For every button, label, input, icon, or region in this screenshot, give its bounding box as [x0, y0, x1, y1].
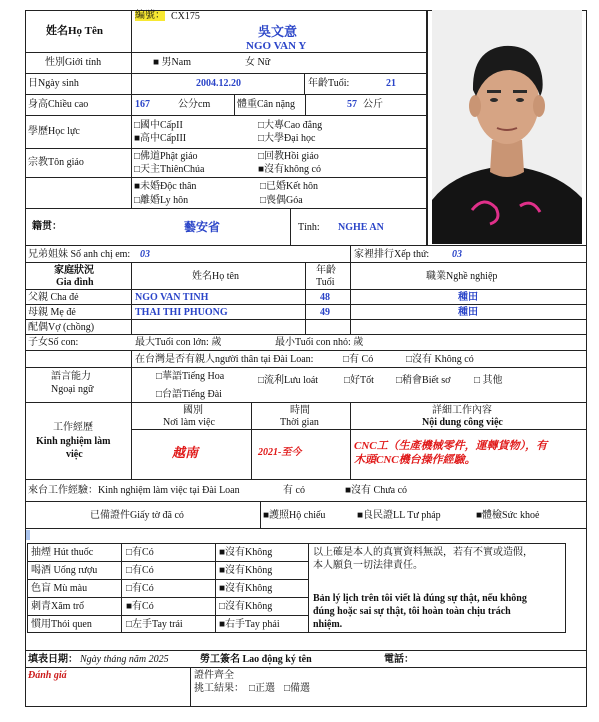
father-label: 父親 Cha đẻ — [28, 292, 79, 303]
edu-opt-2[interactable]: ■高中CấpIII — [134, 133, 187, 144]
name-vn: NGO VAN Y — [246, 40, 307, 52]
dob-value: 2004.12.20 — [196, 78, 241, 89]
spouse-age-cell — [305, 319, 351, 335]
name-chinese: 吳文意 — [258, 24, 298, 39]
work-country-h2: Nơi làm việc — [163, 417, 215, 428]
dob-label: 日Ngày sinh — [28, 78, 79, 89]
lang-opt-other[interactable]: □ 其他 — [474, 375, 503, 386]
habit-col-1 — [121, 543, 122, 633]
weight-unit: 公斤 — [363, 99, 383, 110]
docs-label: 已備證件Giấy tờ đã có — [90, 510, 184, 521]
habit-col-2 — [215, 543, 216, 633]
religion-label: 宗教Tôn giáo — [28, 157, 84, 168]
gender-label: 性別Giới tính — [45, 57, 102, 68]
children-min: 最小Tuổi con nhỏ: 歲 — [275, 337, 364, 348]
habit-option-b[interactable]: ■沒有Không — [219, 583, 273, 594]
religion-opt-1[interactable]: □佛道Phật giáo — [134, 151, 198, 162]
work-time-h2: Thời gian — [280, 417, 319, 428]
declare-zh-2: 本人願負一切法律責任。 — [313, 560, 423, 571]
spouse-job-cell — [350, 319, 587, 335]
declare-zh-1: 以上確是本人的真實資料無誤，若有不實或造假， — [313, 547, 533, 558]
height-label: 身高Chiều cao — [28, 99, 89, 110]
habit-option-a[interactable]: □左手Tay trái — [126, 619, 183, 630]
mother-age: 49 — [320, 307, 330, 318]
relatives-question: 在台灣是否有親人người thân tại Đài Loan: — [135, 354, 314, 365]
mother-label: 母親 Mẹ đẻ — [28, 307, 76, 318]
children-max: 最大Tuổi con lớn: 歲 — [135, 337, 222, 348]
portrait-photo — [432, 10, 582, 244]
select-opt-main[interactable]: □正選 — [249, 683, 276, 694]
habit-option-b[interactable]: ■沒有Không — [219, 565, 273, 576]
edu-opt-1[interactable]: □國中CấpII — [134, 120, 183, 131]
family-col-job: 職業Nghề nghiệp — [426, 271, 498, 282]
section-marker — [26, 530, 30, 540]
work-country: 越南 — [172, 445, 199, 460]
docs-health[interactable]: ■體檢Sức khoẻ — [476, 510, 540, 521]
habit-row-line — [27, 561, 309, 562]
work-detail-h1: 詳細工作內容 — [432, 405, 492, 416]
habit-option-b[interactable]: ■沒有Không — [219, 547, 273, 558]
habit-option-b[interactable]: ■右手Tay phải — [219, 619, 280, 630]
declare-vn-2: đúng hoặc sai sự thật, tôi hoàn toàn chịu trách — [313, 606, 511, 617]
habit-option-a[interactable]: □有Có — [126, 565, 154, 576]
height-unit: 公分cm — [178, 99, 211, 110]
declare-vn-1: Bản lý lịch trên tôi viết là đúng sự thật, nếu không — [313, 593, 527, 604]
marital-opt-4[interactable]: □喪偶Góa — [260, 195, 303, 206]
siblings-label: 兄弟姐妹 Số anh chị em: — [28, 249, 131, 260]
family-col-name: 姓名Họ tên — [192, 271, 239, 282]
lang-opt-hoa[interactable]: □華語Tiếng Hoa — [156, 371, 225, 382]
spouse-name-cell — [131, 319, 306, 335]
native-label: 籍贯： — [32, 221, 62, 232]
lang-opt-basic[interactable]: □稍會Biết sơ — [396, 375, 451, 386]
family-col-age-zh: 年齡 — [316, 265, 336, 276]
height-value: 167 — [135, 99, 150, 110]
sign-label: 勞工簽名 Lao động ký tên — [200, 654, 312, 665]
code-value: CX175 — [171, 11, 200, 22]
habit-option-a[interactable]: ■有Có — [126, 601, 154, 612]
select-opt-backup[interactable]: □備選 — [284, 683, 311, 694]
habit-label: 慣用Thói quen — [31, 619, 92, 630]
edu-opt-3[interactable]: □大專Cao đẳng — [258, 120, 323, 131]
mother-name: THAI THI PHUONG — [135, 307, 228, 318]
relatives-yes[interactable]: □有 Có — [343, 354, 374, 365]
rank-label: 家裡排行Xếp thứ: — [354, 249, 430, 260]
work-country-h1: 國別 — [183, 405, 203, 416]
habit-label: 抽煙 Hút thuốc — [31, 547, 94, 558]
father-age: 48 — [320, 292, 330, 303]
family-title-vn: Gia đình — [56, 277, 94, 288]
lang-opt-good[interactable]: □好Tốt — [344, 375, 374, 386]
taiwan-exp-label: 來台工作經驗：Kinh nghiệm làm việc tại Đài Loan — [28, 485, 240, 496]
habit-label: 喝酒 Uống rượu — [31, 565, 98, 576]
taiwan-exp-yes[interactable]: 有 có — [283, 485, 305, 496]
code-label: 編號： — [135, 10, 165, 21]
work-label-vn-2: việc — [66, 449, 83, 460]
province-label: Tỉnh: — [298, 222, 320, 233]
father-name: NGO VAN TINH — [135, 292, 209, 303]
religion-opt-2[interactable]: □天主ThiênChúa — [134, 164, 205, 175]
habit-option-a[interactable]: □有Có — [126, 547, 154, 558]
work-time-h1: 時間 — [290, 405, 310, 416]
marital-opt-1[interactable]: ■未婚Độc thân — [134, 181, 197, 192]
edu-label: 學歷Học lực — [28, 126, 80, 137]
docs-police[interactable]: ■良民證LL Tư pháp — [357, 510, 441, 521]
work-detail-2: 木頭CNC機台操作經驗。 — [354, 454, 476, 466]
religion-opt-4[interactable]: ■沒有không có — [258, 164, 321, 175]
marital-opt-2[interactable]: □離婚Ly hôn — [134, 195, 189, 206]
work-label-vn-1: Kinh nghiệm làm — [36, 436, 111, 447]
habit-row-line — [27, 597, 309, 598]
eval-label: Đánh giá — [28, 670, 67, 681]
gender-male: ■ 男Nam — [153, 57, 191, 68]
habit-option-b[interactable]: □沒有Không — [219, 601, 273, 612]
gender-female: 女 Nữ — [245, 57, 271, 68]
family-col-age-vn: Tuổi — [316, 277, 335, 288]
native-value: 藝安省 — [184, 220, 221, 234]
native-cell — [25, 208, 291, 246]
spouse-label: 配偶Vợ (chồng) — [28, 322, 95, 333]
religion-opt-3[interactable]: □回教Hồi giáo — [258, 151, 319, 162]
weight-label: 體重Cân nặng — [237, 99, 296, 110]
work-detail-1: CNC工（生產機械零件，運轉貨物），有 — [354, 440, 548, 452]
habit-row-line — [27, 615, 309, 616]
father-job: 種田 — [458, 292, 478, 303]
lang-opt-fluent[interactable]: □流利Lưu loát — [258, 375, 319, 386]
mother-job: 種田 — [458, 307, 478, 318]
phone-label: 電話： — [384, 654, 414, 665]
habit-label: 刺青Xăm trổ — [31, 601, 85, 612]
work-detail-h2: Nội dung công việc — [422, 417, 503, 428]
cert-label: 證件齊全 — [194, 670, 234, 681]
marital-left-cell — [25, 177, 132, 209]
children-label: 子女Số con: — [28, 337, 79, 348]
age-value: 21 — [386, 78, 396, 89]
declare-vn-3: nhiệm. — [313, 619, 343, 630]
age-label: 年齡Tuổi: — [308, 78, 350, 89]
name-label: 姓名Họ Tên — [46, 25, 103, 37]
lang-opt-dai[interactable]: □台語Tiếng Đài — [156, 389, 222, 400]
habit-option-a[interactable]: □有Có — [126, 583, 154, 594]
weight-value: 57 — [347, 99, 357, 110]
marital-opt-3[interactable]: □已婚Kết hôn — [260, 181, 318, 192]
habit-row-line — [27, 579, 309, 580]
habit-label: 色盲 Mù màu — [31, 583, 88, 594]
work-time: 2021-至今 — [258, 447, 302, 458]
taiwan-exp-no[interactable]: ■沒有 Chưa có — [345, 485, 408, 496]
relatives-left-cell — [25, 350, 132, 368]
select-label: 挑工結果： — [194, 683, 244, 694]
fill-date-value: Ngày tháng năm 2025 — [80, 654, 169, 665]
relatives-no[interactable]: □沒有 Không có — [406, 354, 474, 365]
edu-opt-4[interactable]: □大學Đại học — [258, 133, 316, 144]
lang-label-zh: 語言能力 — [51, 371, 91, 382]
province-value: NGHE AN — [338, 222, 384, 233]
lang-label-vn: Ngoại ngữ — [51, 384, 94, 395]
fill-date-label: 填表日期： — [28, 654, 78, 665]
family-title-zh: 家庭狀況 — [54, 265, 94, 276]
work-label-zh: 工作經歷 — [53, 422, 93, 433]
rank-value: 03 — [452, 249, 462, 260]
docs-passport[interactable]: ■護照Hộ chiếu — [263, 510, 326, 521]
siblings-value: 03 — [140, 249, 150, 260]
